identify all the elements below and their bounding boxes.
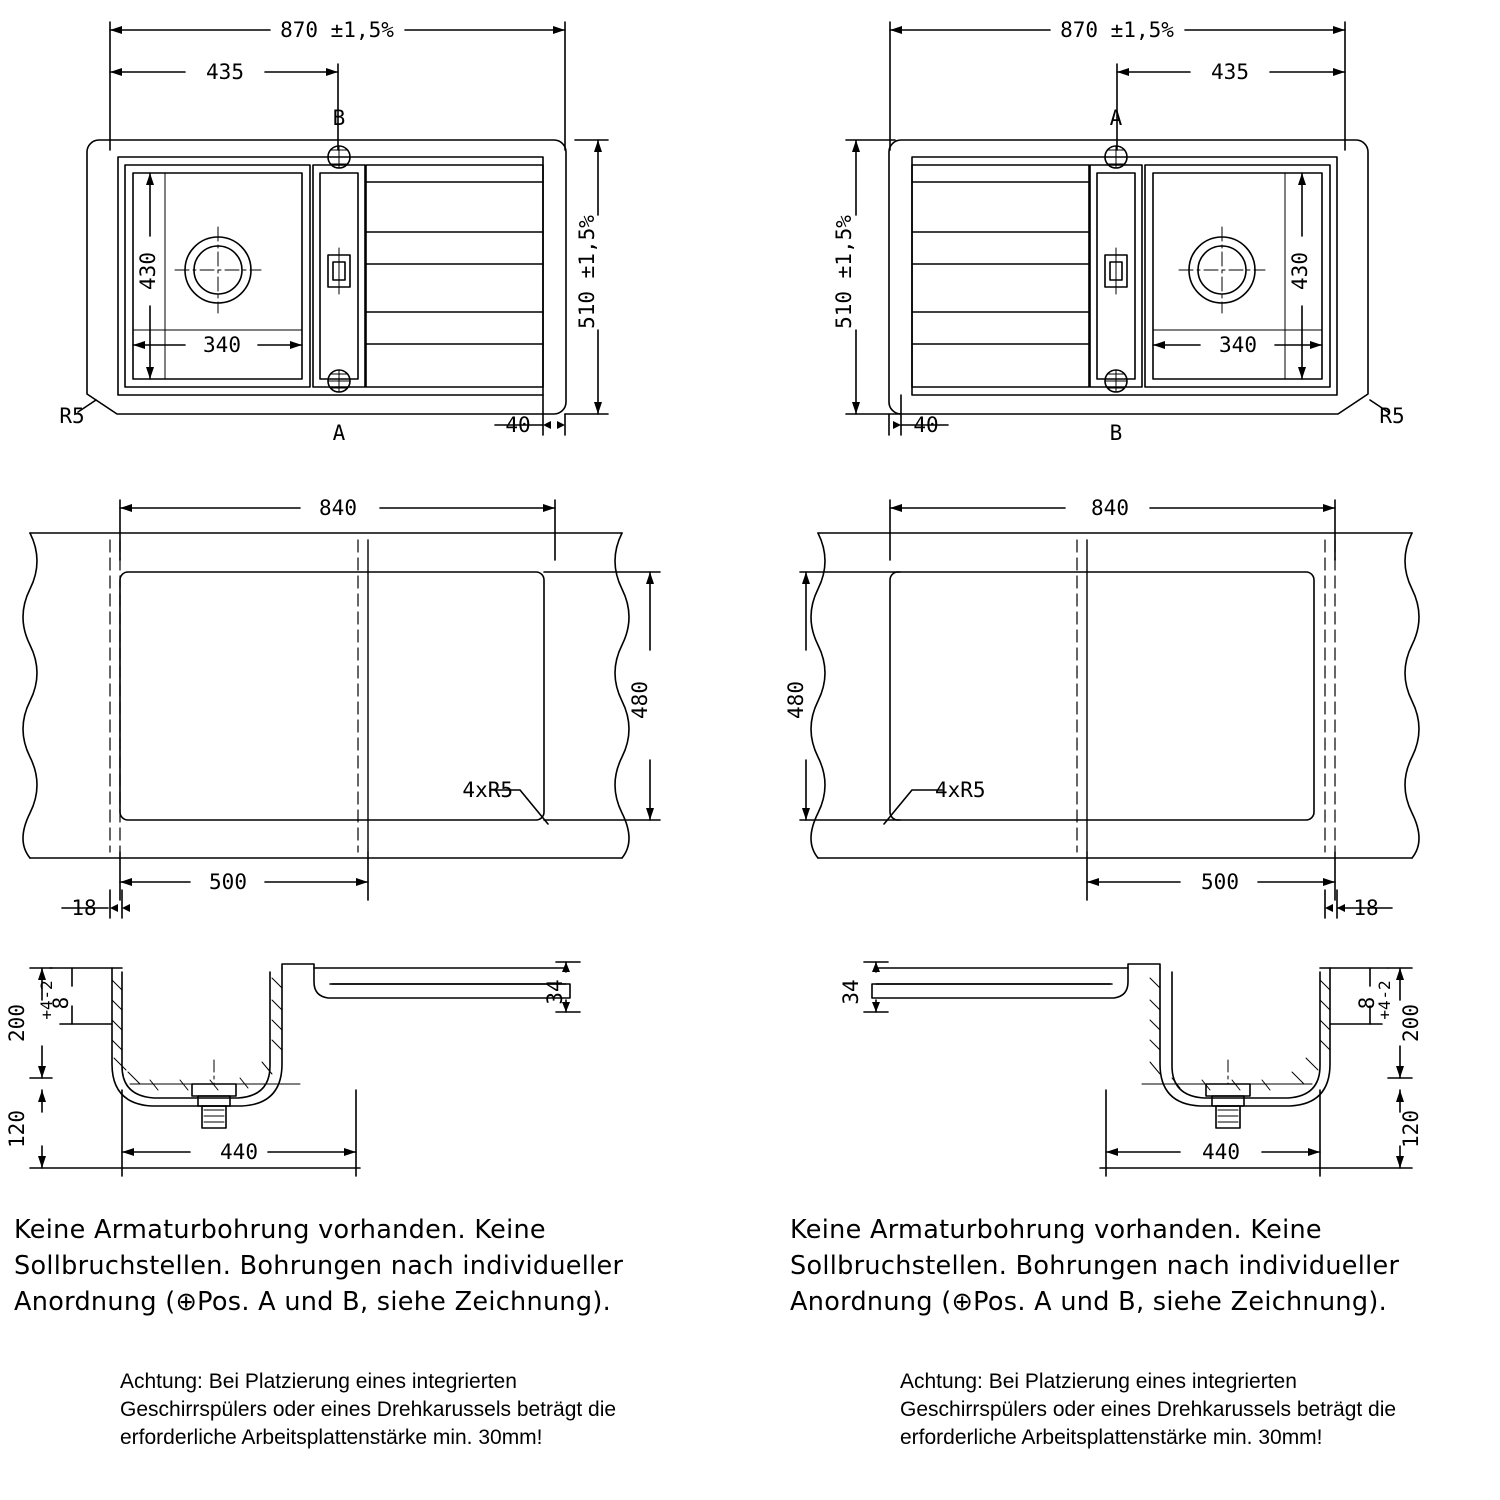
label-drain-left: 120 bbox=[5, 1110, 29, 1148]
note-left-main: Keine Armaturbohrung vorhanden. Keine Sollbruchstellen. Bohrungen nach individueller Anordnung (⊕Pos. A und B, siehe Zeichnung). bbox=[14, 1215, 624, 1317]
label-bowl-height-right: 430 bbox=[1288, 252, 1312, 290]
label-cutout-height-left: 480 bbox=[628, 681, 652, 719]
label-hole-bottom-right: B bbox=[1109, 421, 1123, 445]
label-edge-offset-right: 40 bbox=[913, 413, 939, 437]
label-drain-right: 120 bbox=[1399, 1110, 1423, 1148]
label-bowl-width-right: 340 bbox=[1219, 333, 1257, 357]
label-edge-offset-left: 40 bbox=[505, 413, 531, 437]
label-cutout-inner-left: 500 bbox=[209, 870, 247, 894]
label-drainer-left: 34 bbox=[543, 979, 567, 1005]
label-overall-height-left: 510 ±1,5% bbox=[575, 215, 599, 329]
label-corner-radius-left: R5 bbox=[59, 404, 85, 428]
label-overall-width-right: 870 ±1,5% bbox=[1060, 18, 1174, 42]
label-hole-top-left: B bbox=[332, 106, 346, 130]
label-cutout-height-right: 480 bbox=[784, 681, 808, 719]
label-section-bowl-width-right: 440 bbox=[1202, 1140, 1240, 1164]
label-rim-tol-plus-right: +4 bbox=[1375, 1000, 1394, 1020]
label-rim-tol-minus-left: -2 bbox=[37, 980, 56, 1000]
label-bowl-width-left: 340 bbox=[203, 333, 241, 357]
label-hole-bottom-left: A bbox=[332, 421, 346, 445]
label-cutout-inner-right: 500 bbox=[1201, 870, 1239, 894]
label-rim-right: 8 bbox=[1355, 996, 1379, 1010]
warning-left: Achtung: Bei Platzierung eines integrierten Geschirrspülers oder eines Drehkarussels beträgt die erforderliche Arbeitsplattenstärke min. 30mm! bbox=[120, 1370, 617, 1449]
label-radius-right: 4xR5 bbox=[935, 778, 986, 802]
label-cutout-width-left: 840 bbox=[319, 496, 357, 520]
label-rim-tol-plus-left: +4 bbox=[37, 1000, 56, 1020]
label-overall-height-right: 510 ±1,5% bbox=[832, 215, 856, 329]
label-section-bowl-width-left: 440 bbox=[220, 1140, 258, 1164]
label-overall-width-left: 870 ±1,5% bbox=[280, 18, 394, 42]
label-half-width-right: 435 bbox=[1211, 60, 1249, 84]
label-drainer-right: 34 bbox=[839, 979, 863, 1005]
note-right-main: Keine Armaturbohrung vorhanden. Keine Sollbruchstellen. Bohrungen nach individueller Anordnung (⊕Pos. A und B, siehe Zeichnung). bbox=[790, 1215, 1400, 1317]
label-hole-top-right: A bbox=[1109, 106, 1123, 130]
label-rim-tol-minus-right: -2 bbox=[1375, 980, 1394, 1000]
label-thickness-left: 18 bbox=[71, 896, 97, 920]
label-radius-left: 4xR5 bbox=[462, 778, 513, 802]
label-bowl-height-left: 430 bbox=[136, 252, 160, 290]
label-depth-right: 200 bbox=[1399, 1004, 1423, 1042]
label-cutout-width-right: 840 bbox=[1091, 496, 1129, 520]
label-rim-left: 8 bbox=[49, 996, 73, 1010]
label-thickness-right: 18 bbox=[1353, 896, 1379, 920]
warning-right: Achtung: Bei Platzierung eines integrierten Geschirrspülers oder eines Drehkarussels beträgt die erforderliche Arbeitsplattenstärke min. 30mm! bbox=[900, 1370, 1397, 1449]
label-corner-radius-right: R5 bbox=[1379, 404, 1405, 428]
label-depth-left: 200 bbox=[5, 1004, 29, 1042]
label-half-width-left: 435 bbox=[206, 60, 244, 84]
